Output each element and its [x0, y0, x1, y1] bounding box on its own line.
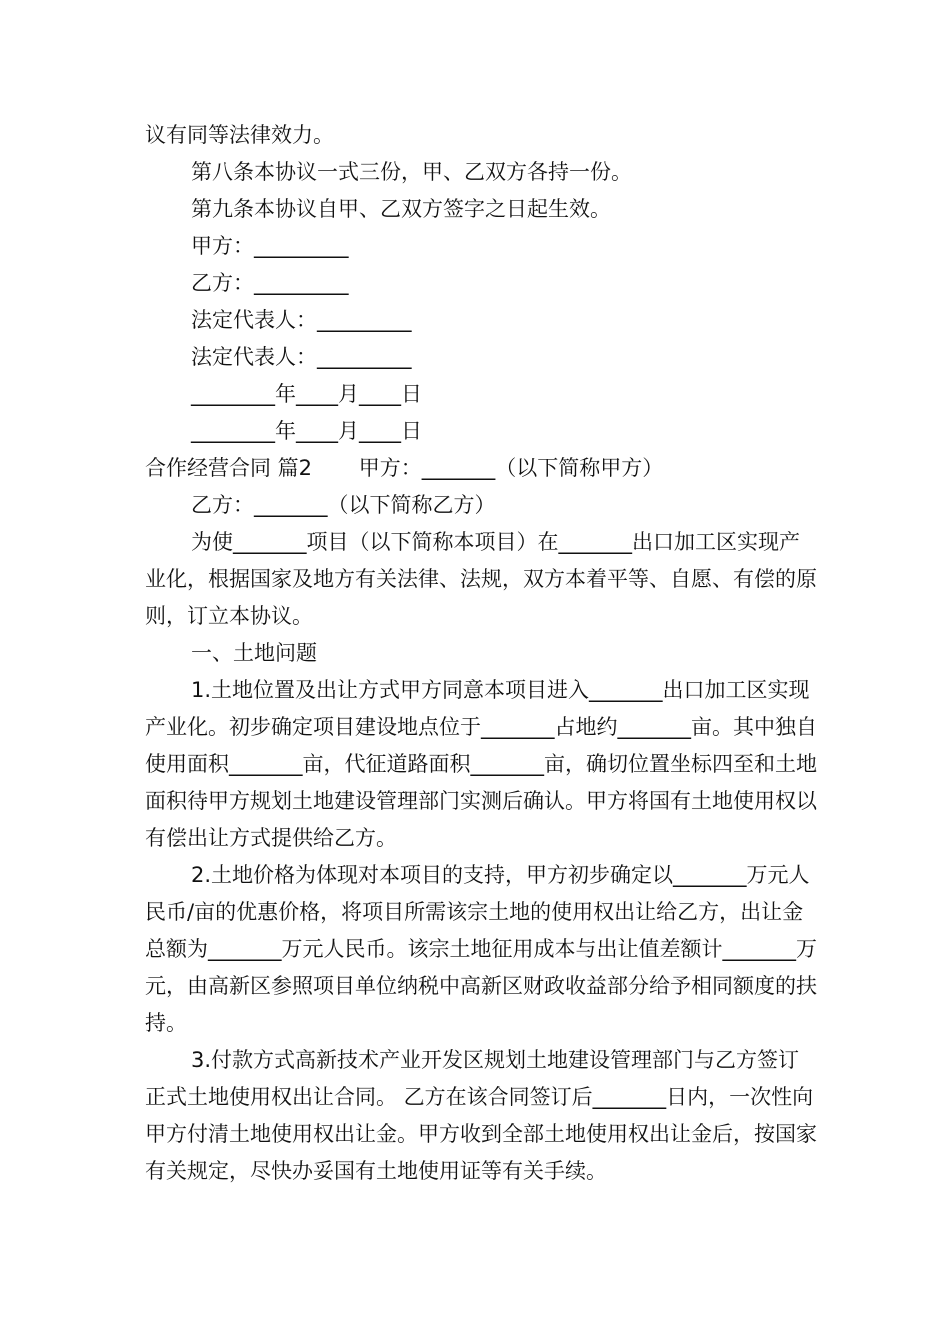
paragraph-land-location: 1.土地位置及出让方式甲方同意本项目进入_______出口加工区实现产业化。初步确定项目建设地点位于_______占地约_______亩。其中独自使用面积_______亩，代征道路面积_______亩，确切位置坐标四至和土地面积待甲方规划土地建设管理部门实测后确认。甲方将国有土地使用权以有偿出让方式提供给乙方。 [145, 678, 817, 850]
paragraph-clause-7-end: 议有同等法律效力。 [145, 123, 334, 147]
signature-legal-rep-b: 法定代表人：_________ [191, 345, 412, 369]
contract-heading-party-a: 合作经营合同 篇2 甲方：_______（以下简称甲方） [145, 456, 664, 480]
paragraph-clause-8: 第八条本协议一式三份，甲、乙双方各持一份。 [191, 160, 632, 184]
signature-date-b: ________年____月____日 [191, 419, 422, 443]
paragraph-payment-method: 3.付款方式高新技术产业开发区规划土地建设管理部门与乙方签订正式土地使用权出让合同。 乙方在该合同签订后_______日内，一次性向甲方付清土地使用权出让金。甲方收到全部土地使用权出让金后，按国家有关规定，尽快办妥国有土地使用证等有关手续。 [145, 1048, 817, 1183]
signature-date-a: ________年____月____日 [191, 382, 422, 406]
signature-party-b: 乙方：_________ [191, 271, 349, 295]
signature-party-a: 甲方：_________ [191, 234, 349, 258]
signature-legal-rep-a: 法定代表人：_________ [191, 308, 412, 332]
paragraph-land-price: 2.土地价格为体现对本项目的支持，甲方初步确定以_______万元人民币/亩的优惠价格，将项目所需该宗土地的使用权出让给乙方，出让金总额为_______万元人民币。该宗土地征用成本与出让值差额计_______万元，由高新区参照项目单位纳税中高新区财政收益部分给予相同额度的扶持。 [145, 863, 817, 1035]
paragraph-preamble: 为使_______项目（以下简称本项目）在_______出口加工区实现产业化，根据国家及地方有关法律、法规，双方本着平等、自愿、有偿的原则，订立本协议。 [145, 530, 817, 628]
paragraph-clause-9: 第九条本协议自甲、乙双方签字之日起生效。 [191, 197, 611, 221]
party-b-line: 乙方：_______（以下简称乙方） [191, 493, 496, 517]
document-body [145, 117, 820, 1190]
section-heading-land: 一、土地问题 [191, 641, 317, 665]
